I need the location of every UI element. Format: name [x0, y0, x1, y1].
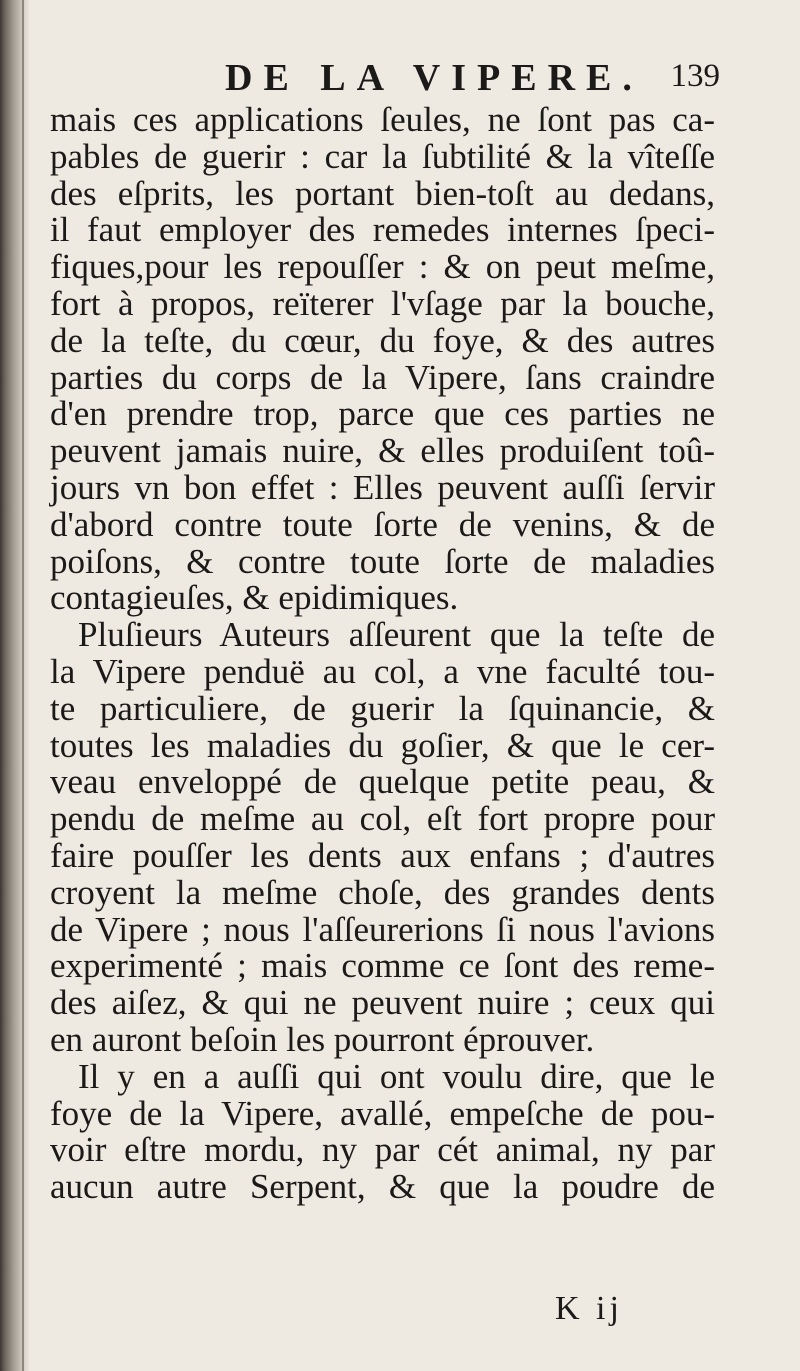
- text-line: voir eſtre mordu, ny par cét animal, ny par: [50, 1130, 715, 1170]
- page-header: [180, 50, 720, 106]
- text-line: jours vn bon effet : Elles peuvent auſſi ſervir: [50, 467, 715, 507]
- text-line: de la teſte, du cœur, du foye, & des autres: [50, 320, 715, 360]
- text-line: toutes les maladies du goſier, & que le cer-: [50, 725, 715, 765]
- text-line: parties du corps de la Vipere, ſans craindre: [50, 357, 715, 397]
- text-line: foye de la Vipere, avallé, empeſche de pou-: [50, 1093, 715, 1133]
- text-line: experimenté ; mais comme ce ſont des reme-: [50, 946, 715, 986]
- paragraph-end-line: contagieuſes, & epidimiques.: [50, 578, 459, 618]
- text-line: la Vipere penduë au col, a vne faculté tou-: [50, 651, 715, 691]
- paragraph-end-line: en auront beſoin les pourront éprouver.: [50, 1019, 595, 1059]
- text-line: aucun autre Serpent, & que la poudre de: [50, 1167, 715, 1207]
- text-line: pables de guerir : car la ſubtilité & la vîteſſe: [50, 136, 715, 176]
- text-line: des aiſez, & qui ne peuvent nuire ; ceux qui: [50, 983, 715, 1023]
- text-line: pendu de meſme au col, eſt fort propre pour: [50, 799, 715, 839]
- running-title: DE LA VIPERE.: [225, 57, 643, 99]
- signature-mark: K ij: [555, 1290, 623, 1327]
- text-line: d'abord contre toute ſorte de venins, & de: [50, 504, 715, 544]
- text-line: veau enveloppé de quelque petite peau, &: [50, 762, 715, 802]
- body-text: [50, 102, 715, 1206]
- text-line: fort à propos, reïterer l'vſage par la bouche,: [50, 283, 715, 323]
- text-line: des eſprits, les portant bien-toſt au dedans,: [50, 173, 715, 213]
- text-line: peuvent jamais nuire, & elles produiſent toû-: [50, 431, 715, 471]
- text-line: de Vipere ; nous l'aſſeurerions ſi nous l'avions: [50, 909, 715, 949]
- text-line: fiques,pour les repouſſer : & on peut meſme,: [50, 247, 715, 287]
- text-line: te particuliere, de guerir la ſquinancie, &: [50, 688, 715, 728]
- text-line: poiſons, & contre toute ſorte de maladies: [50, 541, 715, 581]
- binding-edge: [22, 0, 24, 1371]
- page-gutter: [0, 0, 30, 1371]
- page-number: 139: [670, 58, 720, 94]
- text-line: faire pouſſer les dents aux enfans ; d'autres: [50, 835, 715, 875]
- paragraph-start-line: Pluſieurs Auteurs aſſeurent que la teſte de: [78, 615, 715, 655]
- text-line: mais ces applications ſeules, ne ſont pas ca-: [50, 100, 715, 139]
- text-line: croyent la meſme choſe, des grandes dents: [50, 872, 715, 912]
- text-line: d'en prendre trop, parce que ces parties ne: [50, 394, 715, 434]
- text-line: il faut employer des remedes internes ſpeci-: [50, 210, 715, 250]
- paragraph-start-line: Il y en a auſſi qui ont voulu dire, que le: [78, 1056, 715, 1096]
